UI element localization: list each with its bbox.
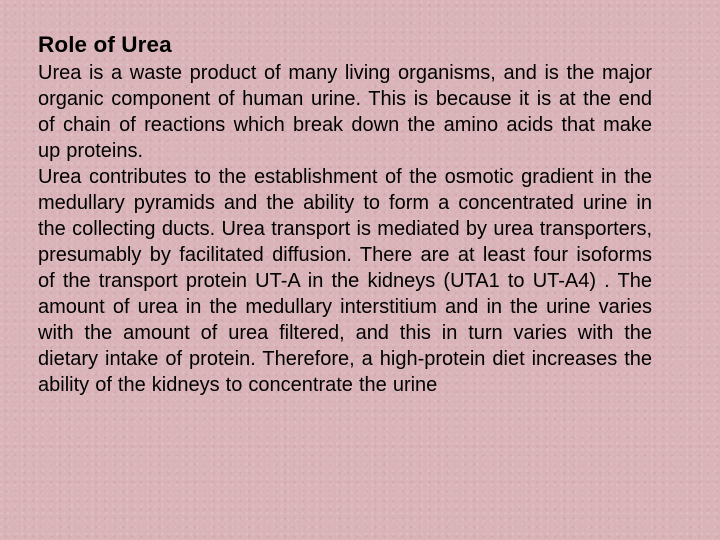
paragraph-urea-function: Urea contributes to the establishment of the osmotic gradient in the medullary pyramids and the ability to form a concentrated urine in the collecting ducts. Urea transport is mediated by urea transporters, presumably by facilitated diffusion. There are at least four isoforms of the transport protein UT-A in the kidneys (UTA1 to UT-A4) . The amount of urea in the medullary interstitium and in the urine varies with the amount of urea filtered, and this in turn varies with the dietary intake of protein. Therefore, a high-protein diet increases the ability of the kidneys to concentrate the urine [38,166,652,396]
slide-title: Role of Urea [38,32,172,57]
paragraph-urea-definition: Urea is a waste product of many living organisms, and is the major organic component of human urine. This is because it is at the end of chain of reactions which break down the amino acids that make up proteins. [38,62,652,162]
slide-content [38,30,652,530]
